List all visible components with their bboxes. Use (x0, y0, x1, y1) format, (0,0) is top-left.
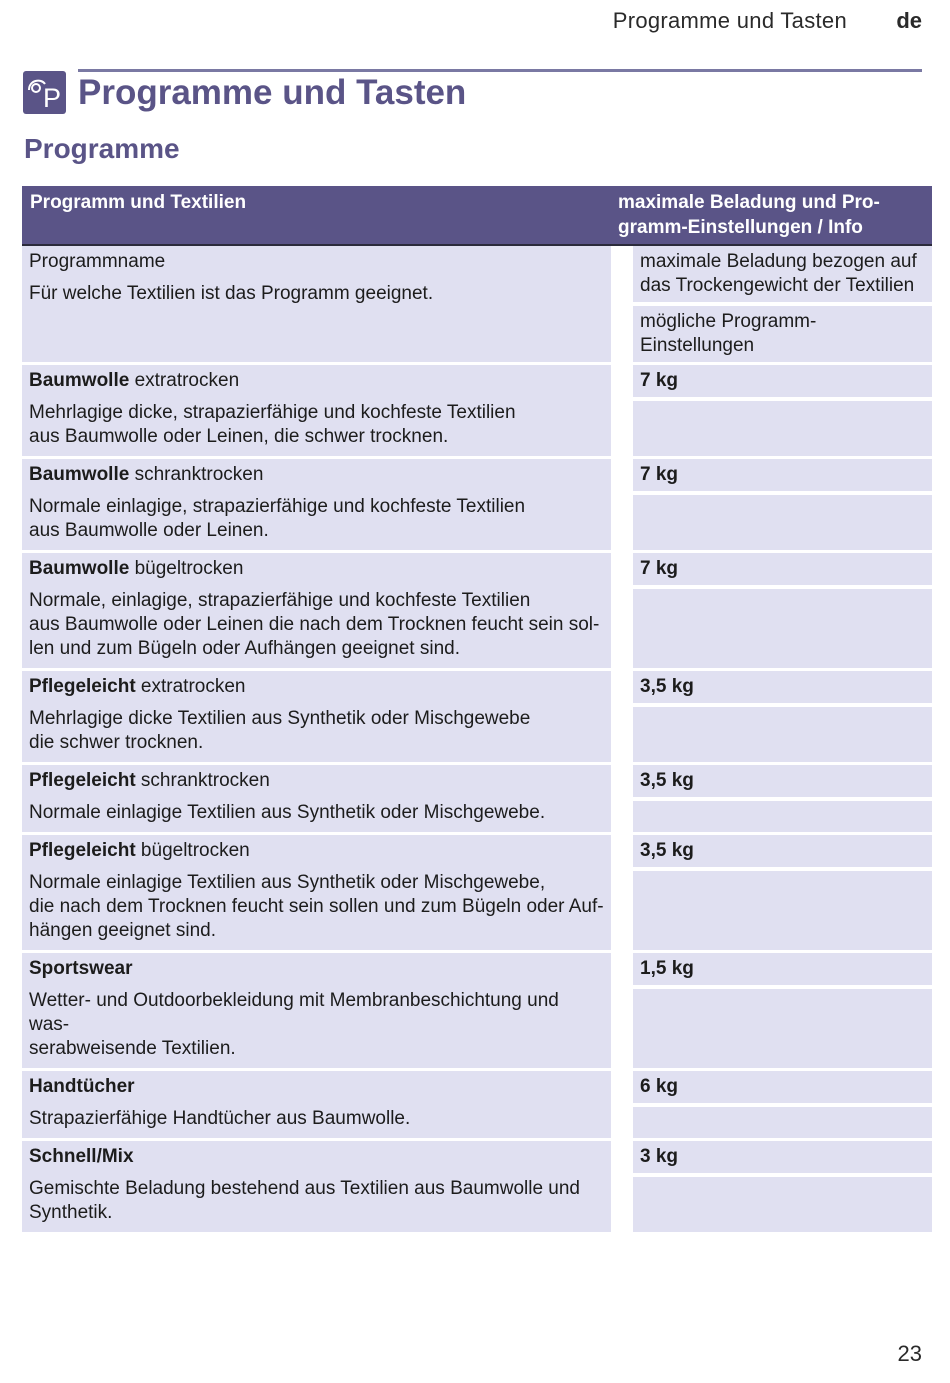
program-name (29, 463, 604, 487)
legend-row (22, 246, 932, 362)
max-load: 3,5 kg (633, 671, 932, 703)
table-row (22, 762, 932, 832)
page-title: Programme und Tasten (78, 73, 467, 112)
program-description: Normale einlagige, strapazierfähige und kochfeste Textilien aus Baumwolle oder Leinen. (29, 496, 526, 541)
program-name-bold: Sportswear (29, 958, 133, 979)
legend-max-load: maximale Beladung bezogen auf das Trockengewicht der Textilien (633, 246, 932, 302)
table-row (22, 550, 932, 668)
program-description: Wetter- und Outdoorbekleidung mit Membranbeschichtung und was- serabweisende Textilien. (29, 990, 559, 1059)
section-title: Programme (24, 133, 180, 164)
program-name (29, 1075, 604, 1099)
header-program-textiles: Programm und Textilien (30, 192, 247, 213)
program-name-rest: bügeltrocken (129, 558, 244, 579)
table-row (22, 950, 932, 1068)
program-name (29, 957, 604, 981)
program-name-bold: Handtücher (29, 1076, 135, 1097)
header-max-load: maximale Beladung und Pro- gramm-Einstellungen / Info (618, 192, 880, 238)
program-name (29, 675, 604, 699)
table-row (22, 832, 932, 950)
legend-description: Für welche Textilien ist das Programm geeignet. (29, 283, 434, 304)
program-description: Gemischte Beladung bestehend aus Textilien aus Baumwolle und Synthetik. (29, 1178, 580, 1223)
program-description: Normale einlagige Textilien aus Synthetik oder Mischgewebe, die nach dem Trocknen feucht sein sollen und zum Bügeln oder Auf- hängen geeignet sind. (29, 872, 604, 941)
language-code: de (896, 8, 922, 33)
program-name-bold: Pflegeleicht (29, 770, 136, 791)
max-load: 3 kg (633, 1141, 932, 1173)
program-settings (633, 985, 932, 1068)
legend-settings: mögliche Programm-Einstellungen (633, 302, 932, 362)
program-name-rest: schranktrocken (135, 770, 270, 791)
table-header (22, 186, 932, 246)
max-load: 6 kg (633, 1071, 932, 1103)
program-name (29, 769, 604, 793)
page-number: 23 (897, 1341, 922, 1366)
max-load: 7 kg (633, 553, 932, 585)
program-name-bold: Baumwolle (29, 464, 130, 485)
programs-table (22, 186, 932, 1232)
program-settings (633, 1173, 932, 1232)
program-name-bold: Pflegeleicht (29, 676, 136, 697)
program-name (29, 557, 604, 581)
program-name-bold: Baumwolle (29, 558, 130, 579)
max-load: 1,5 kg (633, 953, 932, 985)
program-name-rest: extratrocken (129, 370, 240, 391)
program-name (29, 839, 604, 863)
program-name-bold: Baumwolle (29, 370, 130, 391)
max-load: 3,5 kg (633, 765, 932, 797)
program-name (29, 1145, 604, 1169)
program-icon (23, 71, 66, 114)
legend-program-name: Programmname (29, 251, 166, 272)
program-settings (633, 1103, 932, 1138)
program-name-rest: extratrocken (135, 676, 246, 697)
program-name (29, 369, 604, 393)
program-settings (633, 797, 932, 832)
program-description: Normale einlagige Textilien aus Synthetik oder Mischgewebe. (29, 802, 546, 823)
program-name-rest: bügeltrocken (135, 840, 250, 861)
program-description: Mehrlagige dicke, strapazierfähige und kochfeste Textilien aus Baumwolle oder Leinen, die schwer trocknen. (29, 402, 516, 447)
max-load: 7 kg (633, 459, 932, 491)
program-settings (633, 491, 932, 550)
program-settings (633, 703, 932, 762)
table-row (22, 668, 932, 762)
table-row (22, 1068, 932, 1138)
program-settings (633, 397, 932, 456)
program-name-rest: schranktrocken (129, 464, 264, 485)
program-settings (633, 585, 932, 668)
program-description: Mehrlagige dicke Textilien aus Synthetik oder Mischgewebe die schwer trocknen. (29, 708, 531, 753)
table-row (22, 456, 932, 550)
title-rule (78, 69, 922, 72)
program-settings (633, 867, 932, 950)
svg-text:P: P (43, 83, 62, 113)
program-name-bold: Schnell/Mix (29, 1146, 134, 1167)
table-row (22, 1138, 932, 1232)
table-row (22, 362, 932, 456)
max-load: 3,5 kg (633, 835, 932, 867)
max-load: 7 kg (633, 365, 932, 397)
program-description: Normale, einlagige, strapazierfähige und kochfeste Textilien aus Baumwolle oder Leinen die nach dem Trocknen feucht sein sol- len und zum Bügeln oder Aufhängen geeignet sind. (29, 590, 600, 659)
program-name-bold: Pflegeleicht (29, 840, 136, 861)
running-header-title: Programme und Tasten (612, 8, 847, 33)
program-description: Strapazierfähige Handtücher aus Baumwolle. (29, 1108, 411, 1129)
